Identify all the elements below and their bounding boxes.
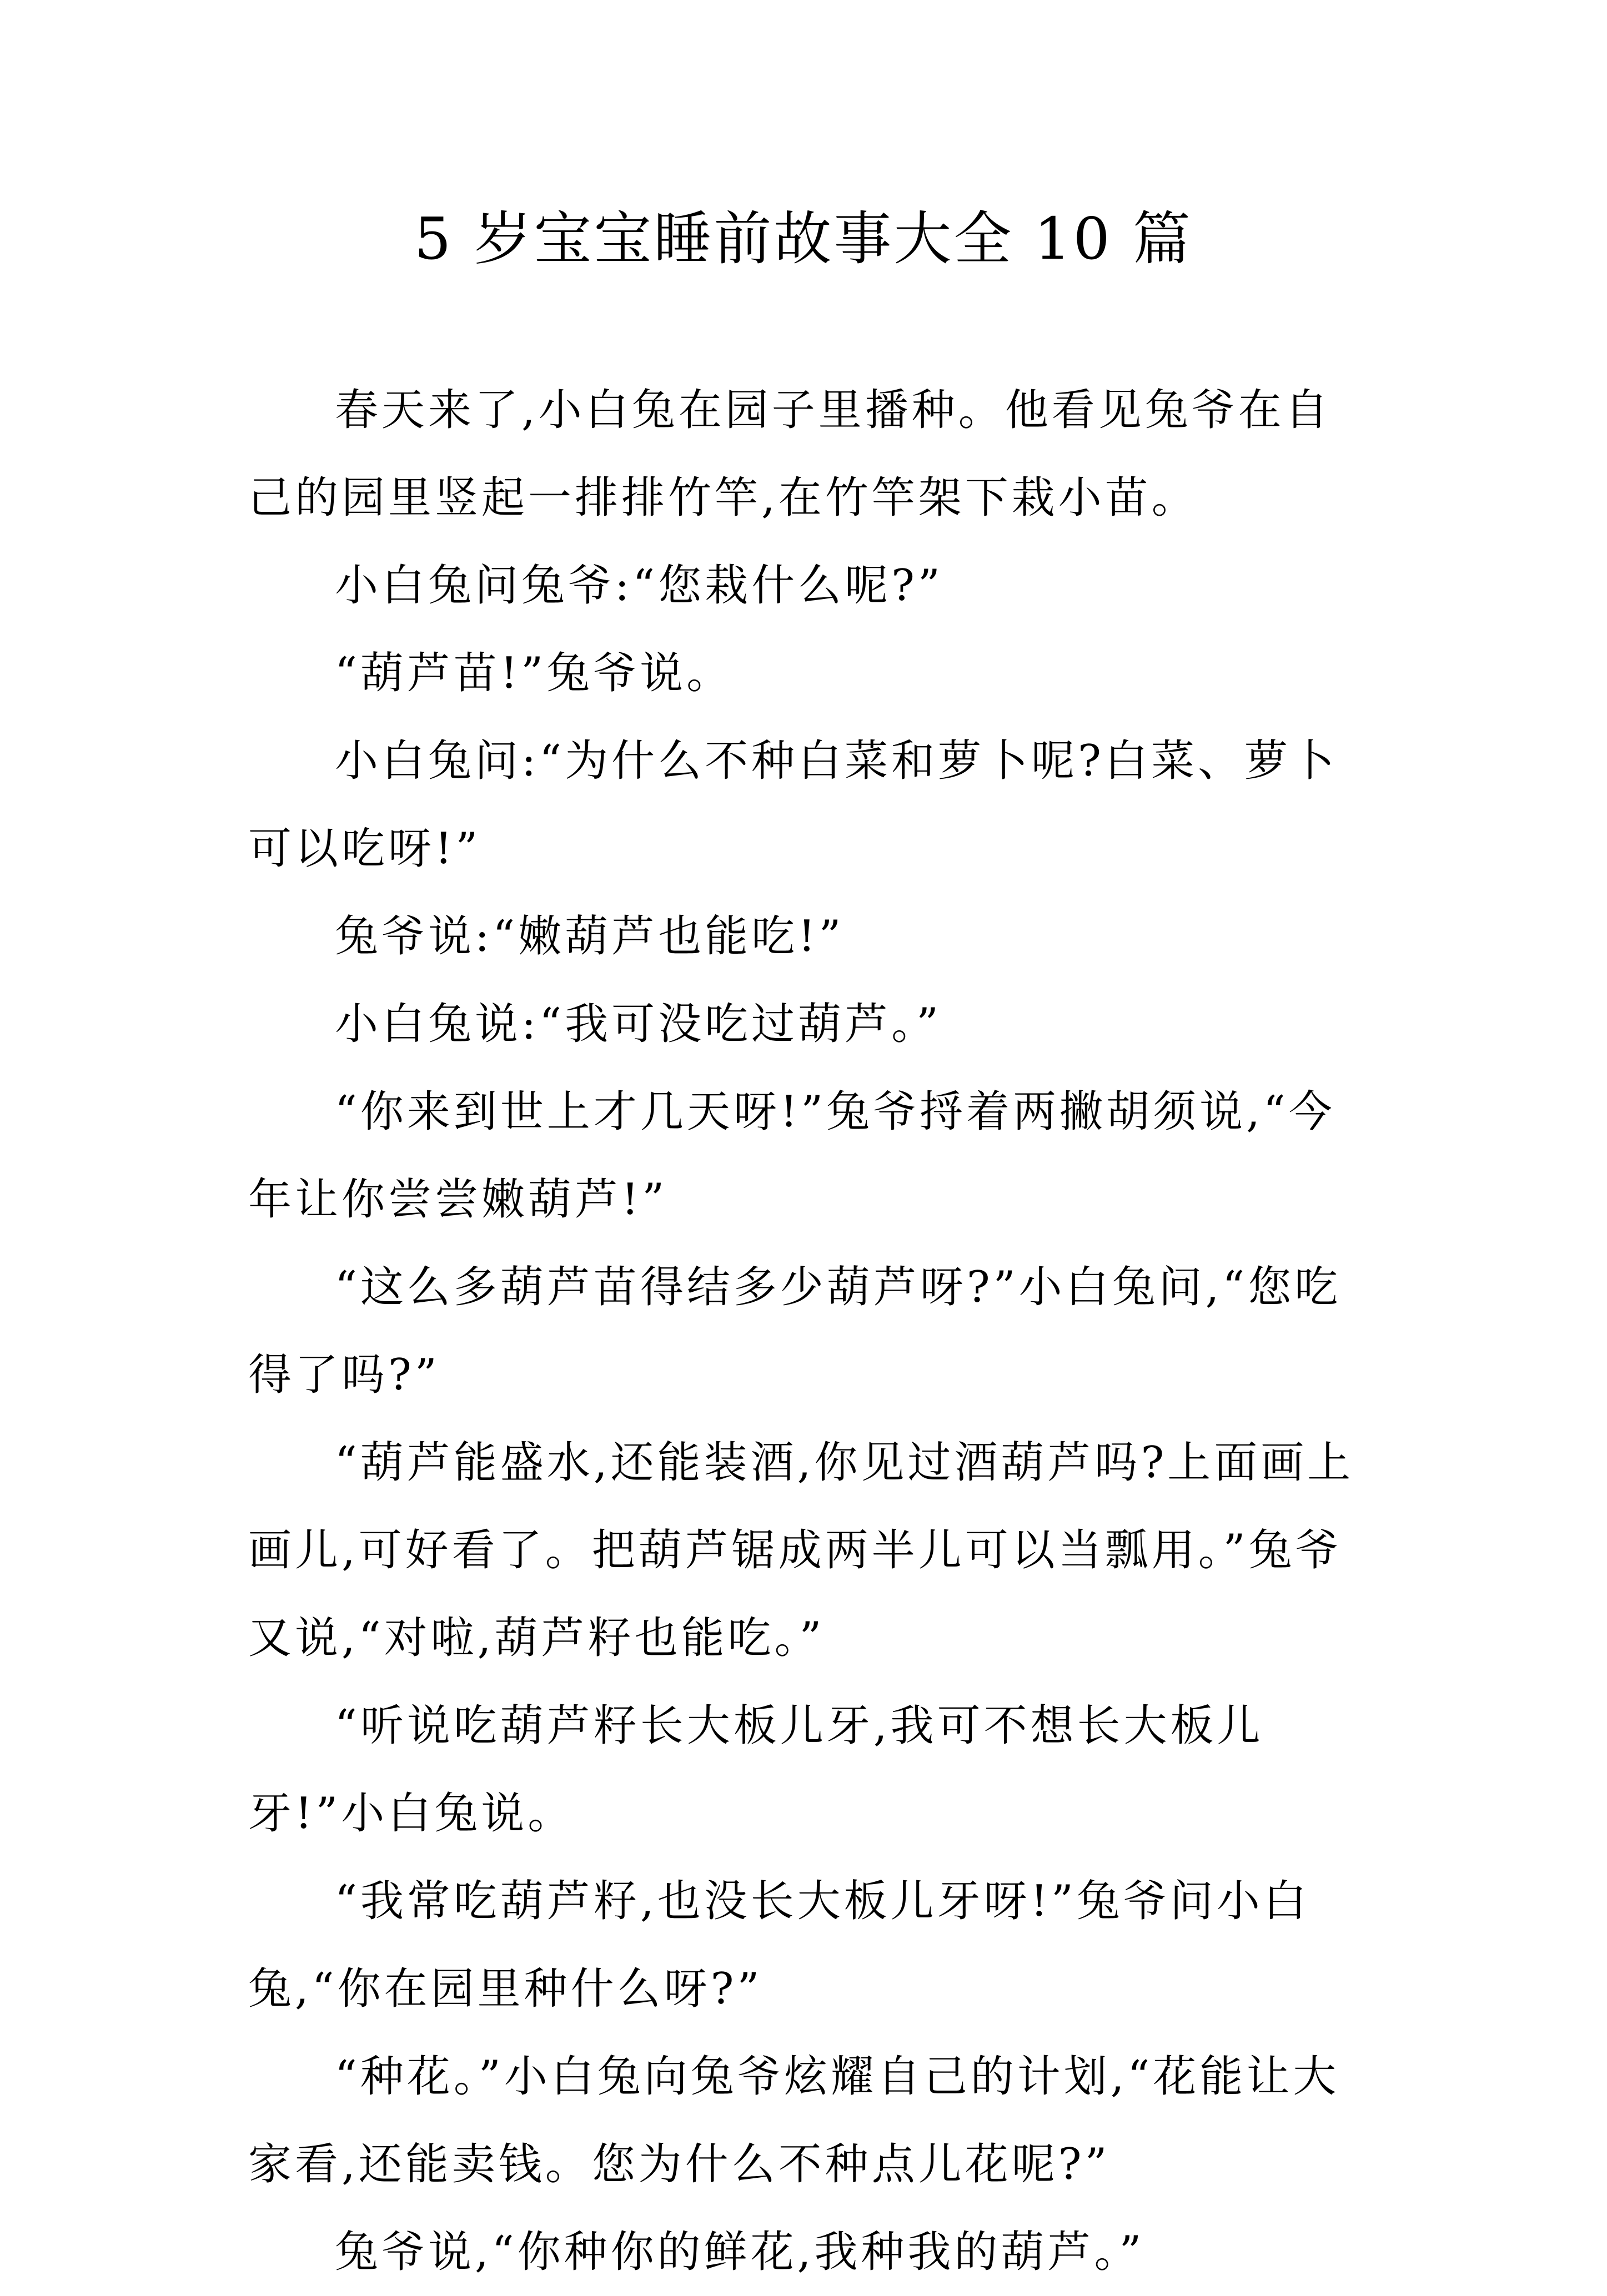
paragraph: 兔爷说,“你种你的鲜花,我种我的葫芦。” (335, 2227, 1145, 2277)
paragraph: “你来到世上才几天呀!”兔爷捋着两撇胡须说,“今年让你尝尝嫩葫芦!” (248, 1087, 1335, 1225)
paragraph: “我常吃葫芦籽,也没长大板儿牙呀!”兔爷问小白兔,“你在园里种什么呀?” (248, 1876, 1310, 2014)
paragraph: “种花。”小白兔向兔爷炫耀自己的计划,“花能让大家看,还能卖钱。您为什么不种点儿花呢?” (248, 2052, 1340, 2189)
paragraph: 小白兔问兔爷:“您栽什么呢?” (335, 561, 943, 611)
paragraph: 春天来了,小白兔在园子里播种。他看见兔爷在自己的园里竖起一排排竹竿,在竹竿架下栽小苗。 (248, 385, 1332, 523)
paragraph: “这么多葫芦苗得结多少葫芦呀?”小白兔问,“您吃得了吗?” (248, 1262, 1342, 1400)
paragraph: 兔爷说:“嫩葫芦也能吃!” (335, 912, 845, 961)
paragraph: “听说吃葫芦籽长大板儿牙,我可不想长大板儿牙!”小白兔说。 (248, 1701, 1264, 1839)
paragraph: “葫芦苗!”兔爷说。 (335, 648, 734, 698)
paragraph: 小白兔问:“为什么不种白菜和萝卜呢?白菜、萝卜可以吃呀!” (248, 736, 1338, 874)
document-title: 5 岁宝宝睡前故事大全 10 篇 (414, 205, 1193, 273)
paragraph: 小白兔说:“我可没吃过葫芦。” (335, 999, 942, 1049)
paragraph: “葫芦能盛水,还能装酒,你见过酒葫芦吗?上面画上画儿,可好看了。把葫芦锯成两半儿可以当瓢用。”兔爷又说,“对啦,葫芦籽也能吃。” (248, 1438, 1354, 1663)
document-body (248, 366, 1364, 2296)
